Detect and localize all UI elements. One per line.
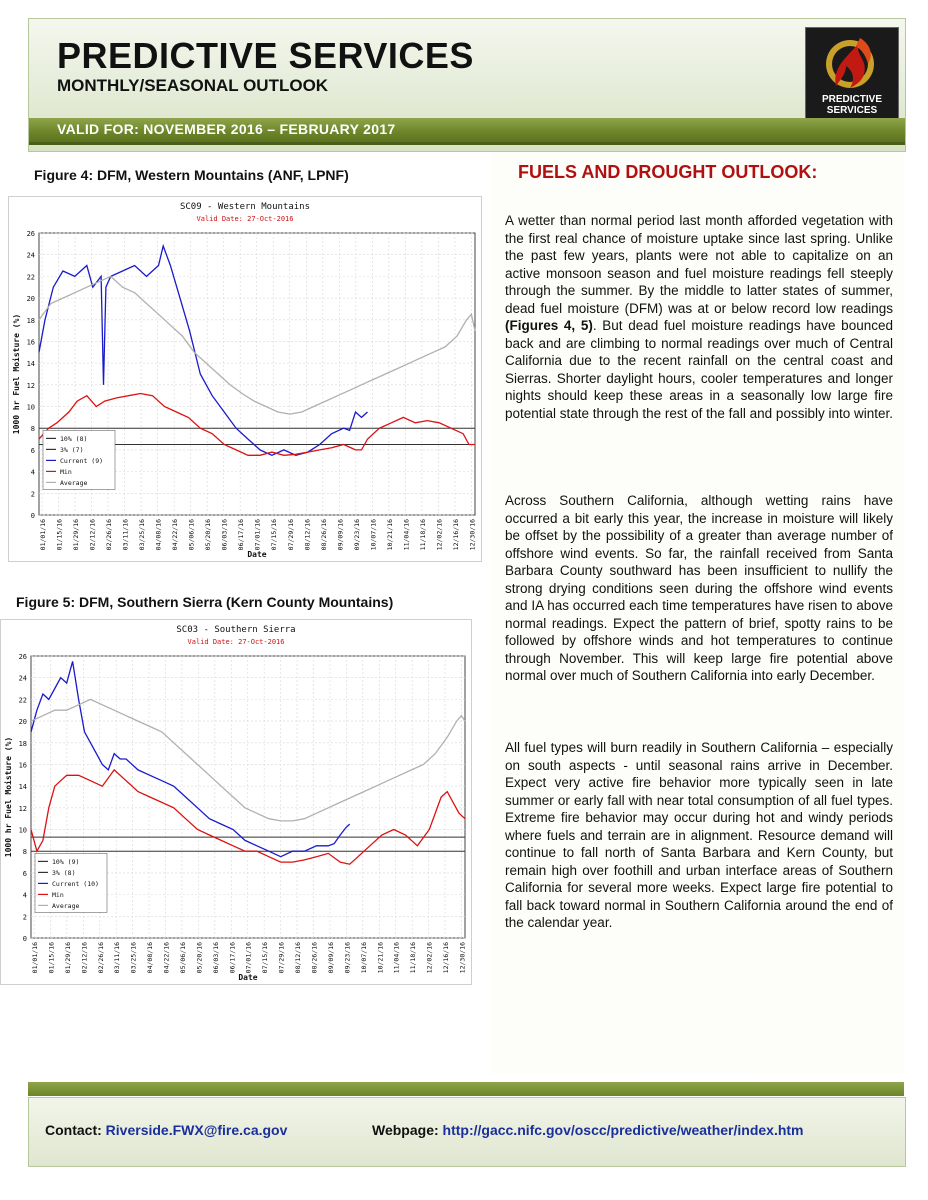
legend-label: Average bbox=[52, 901, 80, 910]
y-tick-label: 12 bbox=[18, 804, 27, 813]
x-tick-label: 08/12/16 bbox=[294, 942, 303, 974]
x-tick-label: 09/23/16 bbox=[352, 519, 361, 551]
y-tick-label: 10 bbox=[26, 403, 35, 412]
y-tick-label: 8 bbox=[22, 848, 27, 857]
footer bbox=[28, 1097, 906, 1167]
y-tick-label: 0 bbox=[22, 935, 27, 943]
legend-label: Min bbox=[60, 467, 72, 476]
x-tick-label: 12/02/16 bbox=[425, 942, 434, 974]
y-tick-label: 18 bbox=[26, 316, 35, 325]
legend-label: 3% (7) bbox=[60, 445, 84, 454]
chart-subtitle: Valid Date: 27-Oct-2016 bbox=[187, 638, 285, 646]
x-tick-label: 12/16/16 bbox=[442, 942, 451, 974]
logo-text-line2: SERVICES bbox=[826, 105, 878, 116]
logo-text-line1: PREDICTIVE bbox=[821, 94, 882, 105]
x-tick-label: 11/04/16 bbox=[392, 942, 401, 974]
x-tick-label: 11/18/16 bbox=[418, 519, 427, 551]
x-tick-label: 03/11/16 bbox=[113, 942, 122, 974]
x-tick-label: 10/21/16 bbox=[385, 519, 394, 551]
x-tick-label: 01/01/16 bbox=[31, 942, 39, 974]
valid-period-bar bbox=[29, 118, 905, 145]
paragraph-1-text-a: A wetter than normal period last month afforded vegetation with the first real chance of moisture uptake since last spring. Unlike the past few years, plants were not able to capitalize on an active monsoon season and fuel moisture readings fell steeply through the summer. By the middle to latter states of summer, dead fuel moisture (DFM) was at or below record low readings bbox=[505, 213, 893, 316]
page-subtitle: MONTHLY/SEASONAL OUTLOOK bbox=[57, 76, 329, 95]
paragraph-3: All fuel types will burn readily in Southern California – especially on south aspects - until seasonal rains arrive in December. Expect very active fire behavior more typically seen in late summer or early fall with near total consumption of all fuel types. Extreme fire behavior may occur during hot and windy periods where fuels and terrain are in alignment. Resource demand will continue to fall north of Santa Barbara and Kern County, but remain high over foothill and urban interface areas of Southern California for several more weeks. Expect large fire potential to fall back toward normal in Southern California around the end of the calendar year. bbox=[505, 740, 893, 930]
y-tick-label: 26 bbox=[26, 230, 35, 238]
x-tick-label: 12/30/16 bbox=[468, 519, 477, 551]
x-tick-label: 06/17/16 bbox=[228, 942, 237, 974]
figure-5-chart bbox=[1, 620, 471, 984]
y-tick-label: 18 bbox=[18, 739, 27, 748]
y-tick-label: 4 bbox=[22, 891, 27, 900]
x-tick-label: 01/15/16 bbox=[47, 942, 56, 974]
figure-4-caption: Figure 4: DFM, Western Mountains (ANF, LPNF) bbox=[34, 167, 349, 183]
x-tick-label: 03/25/16 bbox=[138, 519, 147, 551]
x-tick-label: 09/23/16 bbox=[343, 942, 352, 974]
y-tick-label: 8 bbox=[30, 425, 35, 434]
y-tick-label: 22 bbox=[26, 273, 35, 282]
x-tick-label: 04/08/16 bbox=[146, 942, 155, 974]
figure-5-caption: Figure 5: DFM, Southern Sierra (Kern County Mountains) bbox=[16, 594, 394, 610]
x-tick-label: 11/04/16 bbox=[402, 519, 411, 551]
contact-block bbox=[45, 1122, 287, 1138]
x-tick-label: 01/01/16 bbox=[39, 519, 47, 551]
x-tick-label: 06/03/16 bbox=[211, 942, 220, 974]
paragraph-1-text-b: . But dead fuel moisture readings have bounced back and are climbing to normal readings over much of Central California due to the recent rainfall on the central coast and Sierras. Shorter daylight hours, cooler temperatures and longer nights should keep these areas in a seasonally low large fire potential state through the rest of the fall and possibly into winter. bbox=[505, 318, 893, 421]
y-tick-label: 16 bbox=[26, 338, 35, 347]
x-tick-label: 02/26/16 bbox=[105, 519, 114, 551]
y-tick-label: 10 bbox=[18, 826, 27, 835]
x-tick-label: 09/09/16 bbox=[336, 519, 345, 551]
x-tick-label: 07/29/16 bbox=[286, 519, 295, 551]
x-tick-label: 07/15/16 bbox=[261, 942, 270, 974]
page-title: PREDICTIVE SERVICES bbox=[57, 35, 474, 76]
x-tick-label: 07/01/16 bbox=[244, 942, 253, 974]
x-tick-label: 01/15/16 bbox=[55, 519, 64, 551]
x-tick-label: 04/22/16 bbox=[162, 942, 171, 974]
figure-5-chart-container bbox=[0, 619, 472, 985]
paragraph-2: Across Southern California, although wetting rains have occurred a bit early this year, the increase in moisture will likely be offset by the possibility of a greater than average number of offshore wind events. So far, the rainfall received from Santa Barbara County southward has been insufficient to nullify the strong drying conditions seen during the offshore wind events and IA has occurred each time temperatures have risen to above normal readings. Expect the pattern of brief, spotty rains to be followed by offshore winds and hot temperatures to continue through November. This will keep large fire potential above normal over much of Southern California into early December. bbox=[505, 493, 893, 683]
x-tick-label: 12/16/16 bbox=[451, 519, 460, 551]
x-tick-label: 01/29/16 bbox=[63, 942, 72, 974]
x-tick-label: 07/01/16 bbox=[253, 519, 262, 551]
y-tick-label: 12 bbox=[26, 381, 35, 390]
predictive-services-logo bbox=[805, 27, 899, 121]
y-tick-label: 16 bbox=[18, 761, 27, 770]
x-axis-label: Date bbox=[238, 973, 258, 982]
x-tick-label: 02/26/16 bbox=[96, 942, 105, 974]
contact-email-link[interactable]: Riverside.FWX@fire.ca.gov bbox=[105, 1122, 288, 1138]
x-tick-label: 10/21/16 bbox=[376, 942, 385, 974]
x-tick-label: 02/12/16 bbox=[88, 519, 97, 551]
y-tick-label: 4 bbox=[30, 468, 35, 477]
x-tick-label: 05/06/16 bbox=[178, 942, 187, 974]
x-tick-label: 04/08/16 bbox=[154, 519, 163, 551]
x-tick-label: 01/29/16 bbox=[72, 519, 81, 551]
x-tick-label: 08/26/16 bbox=[310, 942, 319, 974]
x-tick-label: 03/25/16 bbox=[129, 942, 138, 974]
y-tick-label: 24 bbox=[18, 674, 27, 683]
y-tick-label: 14 bbox=[26, 360, 35, 369]
x-tick-label: 11/18/16 bbox=[409, 942, 418, 974]
x-tick-label: 06/03/16 bbox=[220, 519, 229, 551]
y-tick-label: 6 bbox=[30, 446, 35, 455]
y-tick-label: 0 bbox=[30, 512, 35, 520]
x-tick-label: 02/12/16 bbox=[80, 942, 89, 974]
valid-period-text: VALID FOR: NOVEMBER 2016 – FEBRUARY 2017 bbox=[57, 121, 396, 137]
chart-subtitle: Valid Date: 27-Oct-2016 bbox=[196, 215, 294, 223]
legend-label: Min bbox=[52, 890, 64, 899]
legend-label: 10% (9) bbox=[52, 857, 80, 866]
y-tick-label: 2 bbox=[22, 913, 27, 922]
x-tick-label: 06/17/16 bbox=[237, 519, 246, 551]
x-tick-label: 05/06/16 bbox=[187, 519, 196, 551]
y-tick-label: 2 bbox=[30, 490, 35, 499]
x-tick-label: 08/26/16 bbox=[319, 519, 328, 551]
x-tick-label: 10/07/16 bbox=[359, 942, 368, 974]
legend-label: 10% (8) bbox=[60, 434, 88, 443]
webpage-block bbox=[372, 1122, 804, 1138]
chart-title: SC03 - Southern Sierra bbox=[176, 625, 296, 635]
x-axis-label: Date bbox=[247, 550, 267, 559]
footer-bar bbox=[28, 1082, 904, 1096]
paragraph-1 bbox=[505, 212, 893, 422]
x-tick-label: 12/02/16 bbox=[435, 519, 444, 551]
y-axis-label: 1000 hr Fuel Moisture (%) bbox=[12, 313, 21, 435]
x-tick-label: 09/09/16 bbox=[326, 942, 335, 974]
legend-label: 3% (8) bbox=[52, 868, 76, 877]
y-tick-label: 14 bbox=[18, 783, 27, 792]
figure-4-chart-container bbox=[8, 196, 482, 562]
webpage-link[interactable]: http://gacc.nifc.gov/oscc/predictive/weather/index.htm bbox=[442, 1122, 804, 1138]
legend-label: Current (10) bbox=[52, 879, 99, 888]
y-axis-label: 1000 hr Fuel Moisture (%) bbox=[4, 736, 13, 858]
contact-label: Contact: bbox=[45, 1122, 102, 1138]
y-tick-label: 6 bbox=[22, 869, 27, 878]
x-tick-label: 04/22/16 bbox=[171, 519, 180, 551]
y-tick-label: 20 bbox=[26, 295, 35, 304]
x-tick-label: 05/20/16 bbox=[204, 519, 213, 551]
x-tick-label: 05/20/16 bbox=[195, 942, 204, 974]
x-tick-label: 12/30/16 bbox=[458, 942, 467, 974]
y-tick-label: 20 bbox=[18, 718, 27, 727]
flame-icon bbox=[806, 30, 898, 92]
y-tick-label: 22 bbox=[18, 696, 27, 705]
x-tick-label: 07/29/16 bbox=[277, 942, 286, 974]
x-tick-label: 03/11/16 bbox=[121, 519, 130, 551]
legend-label: Average bbox=[60, 478, 88, 487]
y-tick-label: 24 bbox=[26, 251, 35, 260]
legend-label: Current (9) bbox=[60, 456, 104, 465]
x-tick-label: 08/12/16 bbox=[303, 519, 312, 551]
chart-title: SC09 - Western Mountains bbox=[179, 202, 311, 212]
header-banner bbox=[28, 18, 906, 152]
paragraph-1-figure-ref: (Figures 4, 5) bbox=[505, 318, 593, 333]
webpage-label: Webpage: bbox=[372, 1122, 439, 1138]
section-title: FUELS AND DROUGHT OUTLOOK: bbox=[518, 162, 818, 182]
x-tick-label: 07/15/16 bbox=[270, 519, 279, 551]
y-tick-label: 26 bbox=[18, 653, 27, 661]
x-tick-label: 10/07/16 bbox=[369, 519, 378, 551]
figure-4-chart bbox=[9, 197, 481, 561]
